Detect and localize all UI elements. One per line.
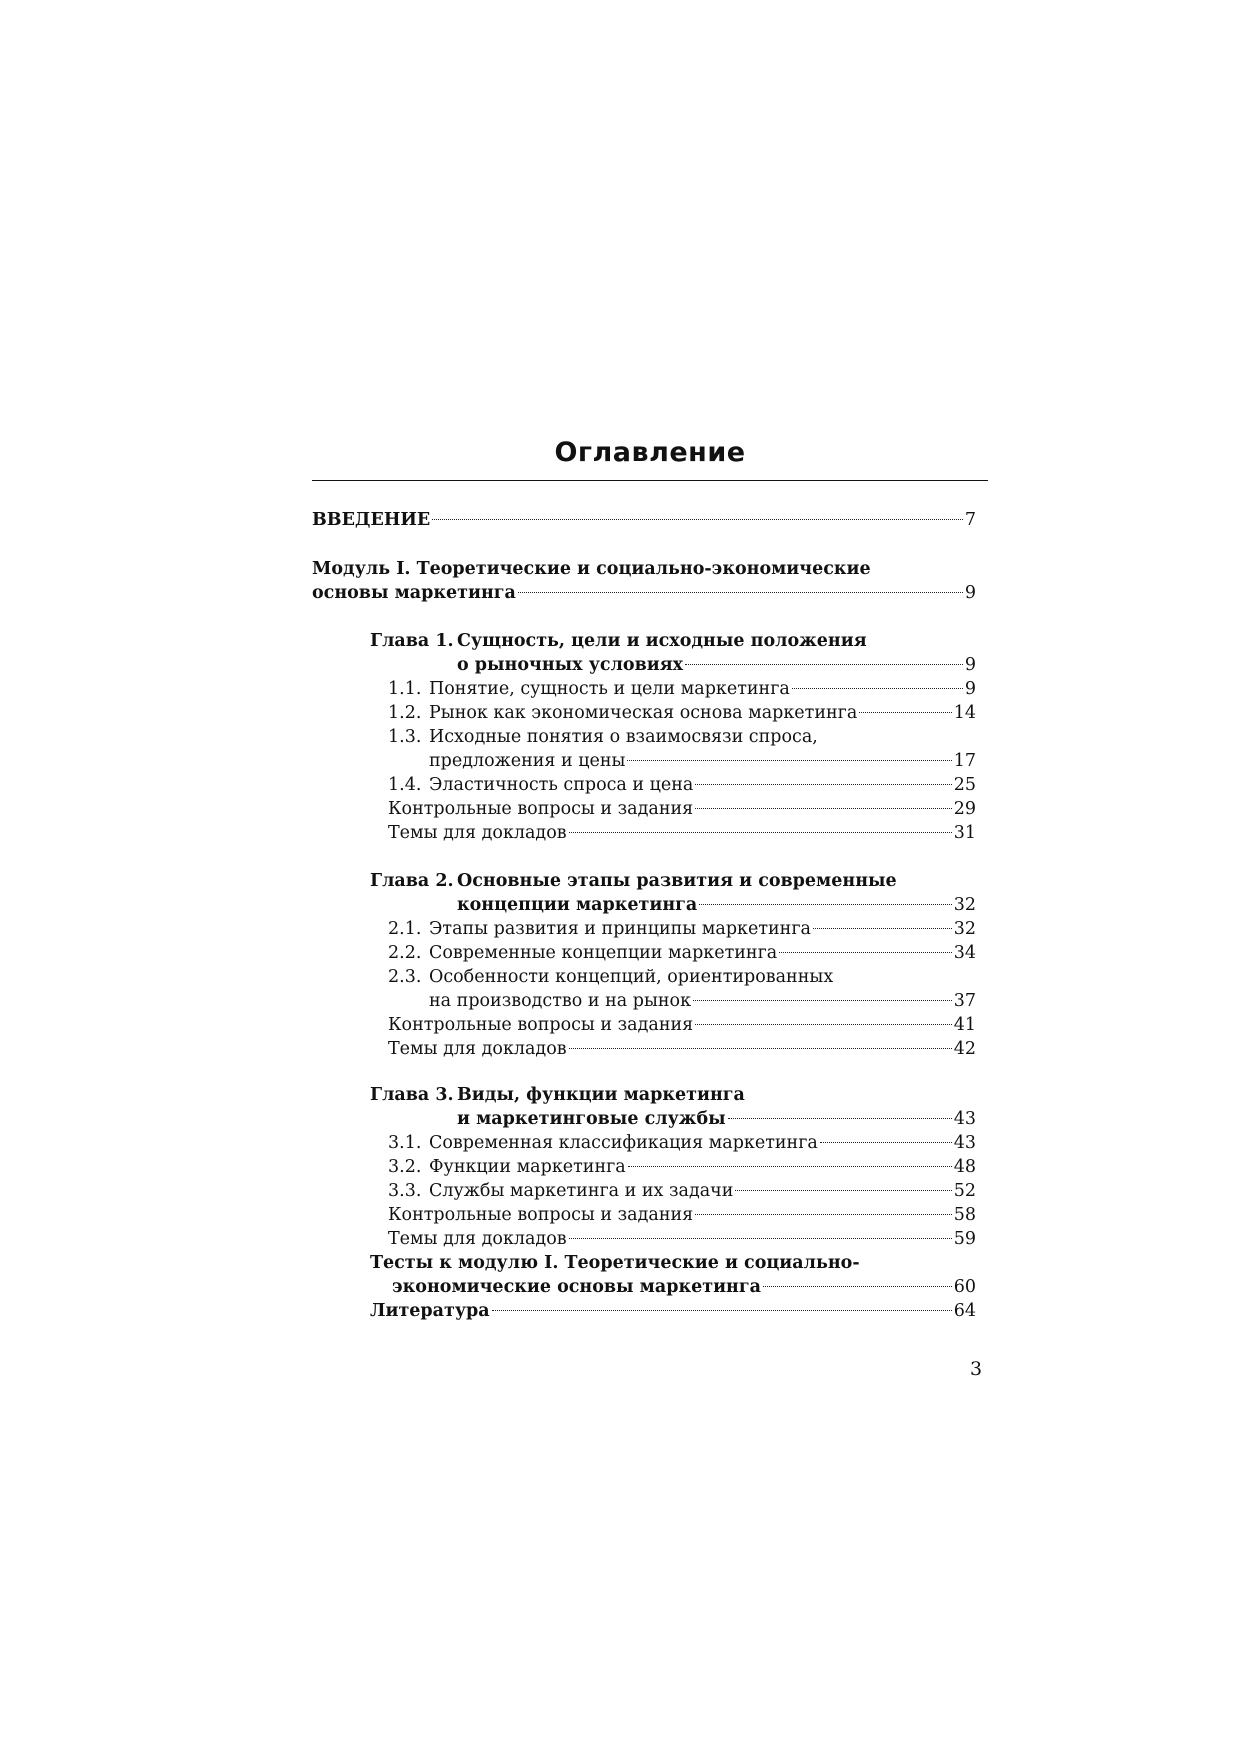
entry-text: Темы для докладов [388, 1039, 567, 1059]
leader-dots [763, 1286, 952, 1287]
entry-page: 60 [953, 1277, 976, 1297]
leader-dots [693, 1000, 952, 1001]
entry-page: 34 [953, 943, 976, 963]
toc-entry-ch1-topics[interactable] [388, 821, 976, 845]
leader-dots [859, 712, 951, 713]
toc-entry-1-4[interactable] [388, 773, 976, 797]
entry-page: 32 [953, 895, 976, 915]
entry-text: Службы маркетинга и их задачи [429, 1181, 734, 1201]
entry-text: о рыночных условиях [457, 655, 684, 675]
leader-dots [695, 808, 952, 809]
chapter1-heading-line1 [370, 629, 867, 653]
chapter-title: Сущность, цели и исходные положения [457, 631, 867, 651]
chapter-label: Глава 1. [370, 631, 454, 651]
entry-page: 64 [953, 1301, 976, 1321]
leader-dots [813, 928, 952, 929]
entry-number: 2.2. [388, 943, 422, 963]
entry-page: 37 [953, 991, 976, 1011]
leader-dots [569, 832, 952, 833]
leader-dots [569, 1048, 952, 1049]
toc-entry-chapter3[interactable] [457, 1107, 976, 1131]
entry-page: 9 [964, 583, 976, 603]
entry-page: 9 [964, 655, 976, 675]
toc-entry-chapter1[interactable] [457, 653, 976, 677]
toc-entry-2-2[interactable] [388, 941, 976, 965]
entry-page: 41 [953, 1015, 976, 1035]
entry-text: Современная классификация маркетинга [429, 1133, 818, 1153]
leader-dots [628, 1166, 952, 1167]
toc-entry-1-3-line1 [388, 725, 818, 749]
entry-number: 3.1. [388, 1133, 422, 1153]
entry-page: 48 [953, 1157, 976, 1177]
entry-page: 9 [964, 679, 976, 699]
entry-page: 43 [953, 1133, 976, 1153]
toc-entry-ch3-topics[interactable] [388, 1227, 976, 1251]
entry-text: Контрольные вопросы и задания [388, 1015, 694, 1035]
entry-text: концепции маркетинга [457, 895, 698, 915]
entry-text: Контрольные вопросы и задания [388, 1205, 694, 1225]
entry-page: 32 [953, 919, 976, 939]
entry-text: Этапы развития и принципы маркетинга [429, 919, 811, 939]
entry-number: 1.1. [388, 679, 422, 699]
leader-dots [728, 1118, 952, 1119]
toc-entry-ch1-questions[interactable] [388, 797, 976, 821]
entry-text: ВВЕДЕНИЕ [312, 510, 431, 530]
leader-dots [779, 952, 952, 953]
toc-entry-ch2-questions[interactable] [388, 1013, 976, 1037]
leader-dots [627, 760, 951, 761]
toc-entry-2-3[interactable] [429, 989, 976, 1013]
entry-page: 52 [953, 1181, 976, 1201]
entry-text: Особенности концепций, ориентированных [429, 967, 834, 987]
entry-text: Темы для докладов [388, 823, 567, 843]
toc-entry-literature[interactable] [370, 1299, 976, 1323]
entry-text: Понятие, сущность и цели маркетинга [429, 679, 790, 699]
entry-text: Литература [370, 1301, 490, 1321]
toc-entry-intro[interactable] [312, 508, 976, 532]
entry-page: 25 [953, 775, 976, 795]
entry-number: 1.3. [388, 727, 422, 747]
toc-entry-tests[interactable] [392, 1275, 976, 1299]
leader-dots [735, 1190, 951, 1191]
toc-entry-3-3[interactable] [388, 1179, 976, 1203]
chapter-label: Глава 2. [370, 871, 454, 891]
module1-heading-line1: Модуль I. Теоретические и социально-экономические [312, 559, 871, 579]
toc-entry-module1[interactable] [312, 581, 976, 605]
leader-dots [492, 1310, 952, 1311]
leader-dots [685, 664, 963, 665]
toc-entry-ch2-topics[interactable] [388, 1037, 976, 1061]
leader-dots [792, 688, 963, 689]
page-number: 3 [970, 1358, 983, 1380]
entry-number: 1.4. [388, 775, 422, 795]
entry-text: Контрольные вопросы и задания [388, 799, 694, 819]
entry-text: Исходные понятия о взаимосвязи спроса, [429, 727, 818, 747]
entry-text: экономические основы маркетинга [392, 1277, 761, 1297]
entry-page: 17 [953, 751, 976, 771]
title-rule [312, 480, 988, 481]
entry-page: 58 [953, 1205, 976, 1225]
leader-dots [432, 519, 963, 520]
entry-text: Эластичность спроса и цена [429, 775, 694, 795]
chapter-label: Глава 3. [370, 1085, 454, 1105]
toc-entry-1-1[interactable] [388, 677, 976, 701]
toc-entry-2-3-line1 [388, 965, 833, 989]
entry-text: на производство и на рынок [429, 991, 692, 1011]
toc-entry-ch3-questions[interactable] [388, 1203, 976, 1227]
toc-entry-chapter2[interactable] [457, 893, 976, 917]
toc-entry-1-2[interactable] [388, 701, 976, 725]
toc-entry-3-2[interactable] [388, 1155, 976, 1179]
leader-dots [699, 904, 952, 905]
chapter3-heading-line1 [370, 1083, 745, 1107]
entry-text: Функции маркетинга [429, 1157, 626, 1177]
toc-entry-2-1[interactable] [388, 917, 976, 941]
entry-text: Рынок как экономическая основа маркетинга [429, 703, 858, 723]
chapter2-heading-line1 [370, 869, 897, 893]
entry-page: 14 [953, 703, 976, 723]
entry-text: основы маркетинга [312, 583, 516, 603]
entry-text: и маркетинговые службы [457, 1109, 726, 1129]
entry-number: 2.3. [388, 967, 422, 987]
leader-dots [820, 1142, 952, 1143]
entry-page: 29 [953, 799, 976, 819]
entry-text: Темы для докладов [388, 1229, 567, 1249]
entry-number: 3.3. [388, 1181, 422, 1201]
leader-dots [518, 592, 963, 593]
entry-text: предложения и цены [429, 751, 626, 771]
entry-page: 43 [953, 1109, 976, 1129]
entry-page: 42 [953, 1039, 976, 1059]
leader-dots [695, 1214, 952, 1215]
toc-entry-3-1[interactable] [388, 1131, 976, 1155]
entry-text: Современные концепции маркетинга [429, 943, 778, 963]
entry-page: 7 [964, 510, 976, 530]
entry-number: 3.2. [388, 1157, 422, 1177]
toc-entry-1-3[interactable] [429, 749, 976, 773]
toc-title: Оглавление [554, 437, 746, 468]
leader-dots [569, 1238, 952, 1239]
chapter-title: Основные этапы развития и современные [457, 871, 897, 891]
chapter-title: Виды, функции маркетинга [457, 1085, 745, 1105]
entry-number: 2.1. [388, 919, 422, 939]
entry-page: 31 [953, 823, 976, 843]
leader-dots [695, 784, 951, 785]
tests-heading-line1: Тесты к модулю I. Теоретические и социально- [370, 1253, 860, 1273]
entry-page: 59 [953, 1229, 976, 1249]
entry-number: 1.2. [388, 703, 422, 723]
leader-dots [695, 1024, 952, 1025]
